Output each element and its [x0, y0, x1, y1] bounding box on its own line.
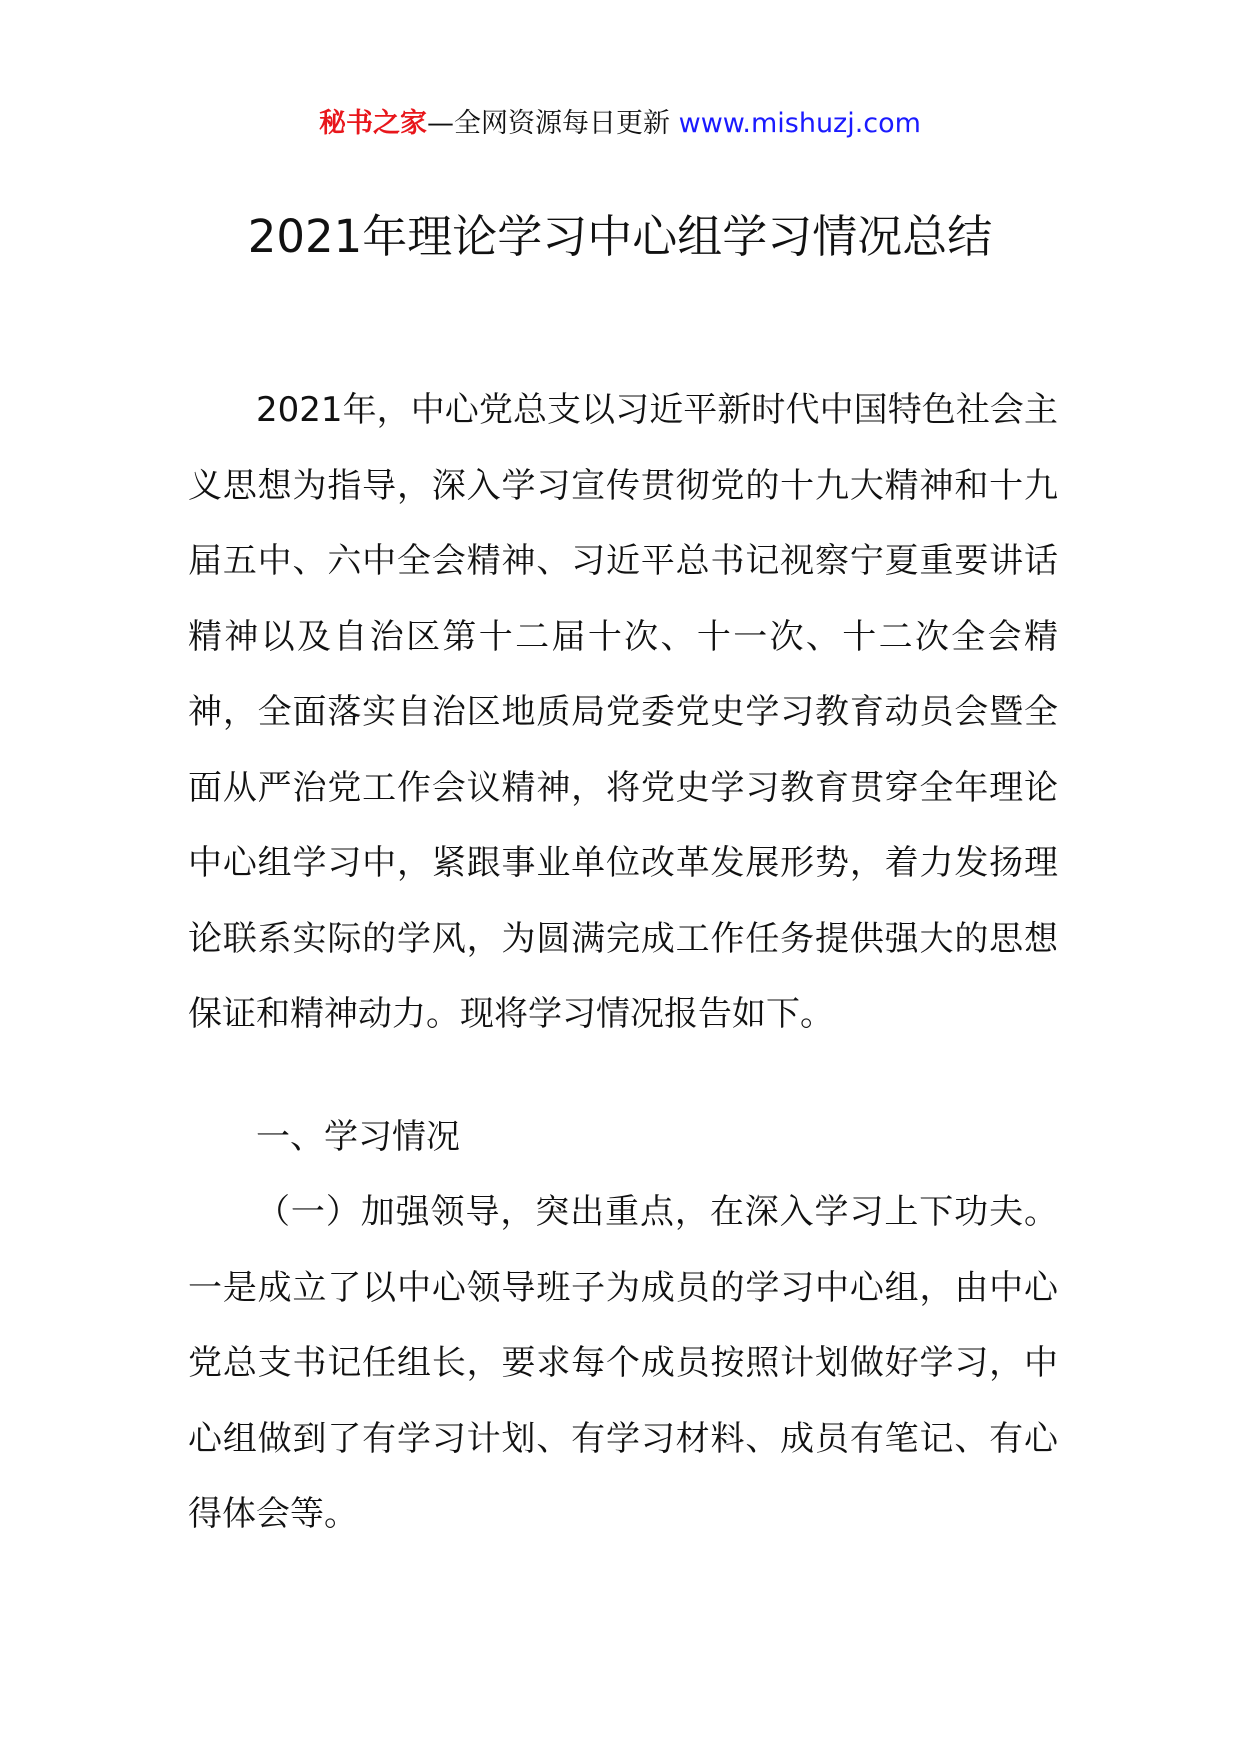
- header-slogan: —全网资源每日更新: [427, 108, 671, 139]
- subsection-paragraph: （一）加强领导，突出重点，在深入学习上下功夫。一是成立了以中心领导班子为成员的学习中心组，由中心党总支书记任组长，要求每个成员按照计划做好学习，中心组做到了有学习计划、有学习材料、成员有笔记、有心得体会等。: [188, 1192, 1058, 1534]
- site-url-link[interactable]: www.mishuzj.com: [678, 108, 921, 139]
- brand-name: 秘书之家: [319, 108, 428, 139]
- document-title: 2021年理论学习中心组学习情况总结: [247, 210, 993, 263]
- section-heading: 一、学习情况: [256, 1117, 460, 1157]
- site-header: [0, 104, 1240, 144]
- intro-paragraph: 2021年，中心党总支以习近平新时代中国特色社会主义思想为指导，深入学习宣传贯彻党的十九大精神和十九届五中、六中全会精神、习近平总书记视察宁夏重要讲话精神以及自治区第十二届十次、十一次、十二次全会精神，全面落实自治区地质局党委党史学习教育动员会暨全面从严治党工作会议精神，将党史学习教育贯穿全年理论中心组学习中，紧跟事业单位改革发展形势，着力发扬理论联系实际的学风，为圆满完成工作任务提供强大的思想保证和精神动力。现将学习情况报告如下。: [188, 390, 1058, 1034]
